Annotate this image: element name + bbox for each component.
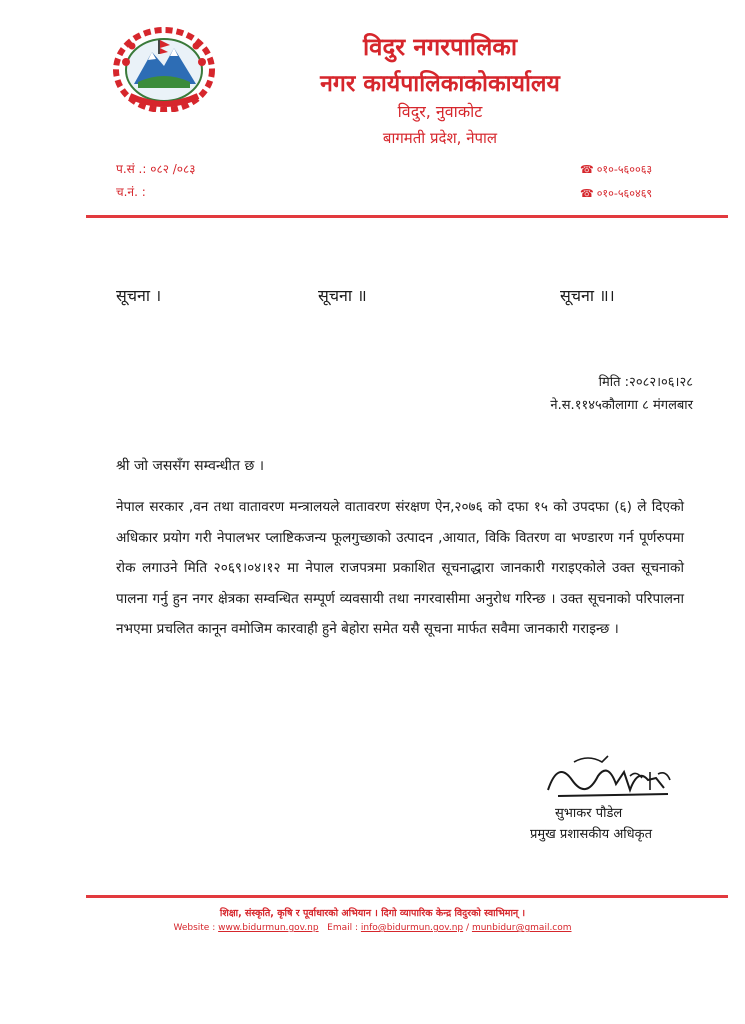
office-address: विदुर, नुवाकोट (397, 102, 483, 121)
email-label: Email : (327, 923, 359, 933)
phone-row-1 (580, 162, 652, 177)
office-name: नगर कार्यपालिकाकोकार्यालय (320, 71, 560, 97)
telephone-icon: ☎ (580, 187, 594, 200)
footer-contact (0, 923, 745, 933)
salutation: श्री जो जससँग सम्वन्धीत छ । (116, 458, 265, 474)
handwritten-signature (538, 750, 688, 808)
email-link-gmail[interactable]: munbidur@gmail.com (471, 923, 572, 933)
signatory-title: प्रमुख प्रशासकीय अधिकृत (530, 827, 653, 842)
phone-number: ०१०-५६००६३ (596, 163, 653, 176)
footer-slogan: शिक्षा, संस्कृति, कृषि र पूर्वाधारको अभियान । दिगो व्यापारिक केन्द्र विदुरको स्वाभिमान् । (219, 908, 526, 919)
office-province: बागमती प्रदेश, नेपाल (382, 129, 498, 147)
nepal-government-emblem (112, 26, 216, 112)
footer-divider (86, 895, 728, 898)
email-separator: / (466, 923, 470, 933)
notice-heading-2: सूचना ॥ (318, 286, 367, 305)
municipality-name: विदुर नगरपालिका (362, 33, 518, 61)
phone-row-2 (580, 186, 652, 201)
header-divider (86, 215, 728, 218)
telephone-icon: ☎ (580, 163, 594, 176)
website-link[interactable]: www.bidurmun.gov.np (218, 923, 319, 933)
signatory-name: सुभाकर पौडेल (555, 806, 623, 821)
phone-number: ०१०-५६०४६९ (596, 187, 653, 200)
letter-number: प.सं .: ०८२ /०८३ (116, 162, 196, 176)
notice-heading-1: सूचना । (116, 286, 162, 305)
email-link-info[interactable]: info@bidurmun.gov.np (360, 923, 464, 933)
notice-heading-3: सूचना ॥। (560, 286, 615, 305)
date-bs: मिति :२०८२।०६।२८ (598, 375, 693, 390)
date-nepal-sambat: ने.स.११४५कौलागा ८ मंगलबार (550, 398, 693, 413)
dispatch-number: च.नं. : (116, 185, 146, 199)
website-label: Website : (173, 923, 216, 933)
notice-body: नेपाल सरकार ,वन तथा वातावरण मन्त्रालयले वातावरण संरक्षण ऐन,२०७६ को दफा १५ को उपदफा (६) ले दिएको अधिकार प्रयोग गरी नेपालभर प्लाष्टिकजन्य फूलगुच्छाको उत्पादन ,आयात, विकि वितरण वा भण्डारण गर्न पूर्णरुपमा रोक लगाउने मिति २०६९।०४।१२ मा नेपाल राजपत्रमा प्रकाशित सूचनाद्धारा जानकारी गराइएकोले उक्त सूचनाको पालना गर्नु हुन नगर क्षेत्रका सम्वन्धित सम्पूर्ण व्यवसायी तथा नगरवासीमा अनुरोध गरिन्छ । उक्त सूचनाको परिपालना नभएमा प्रचलित कानून वमोजिम कारवाही हुने बेहोरा समेत यसै सूचना मार्फत सवैमा जानकारी गराइन्छ । (116, 499, 684, 638)
